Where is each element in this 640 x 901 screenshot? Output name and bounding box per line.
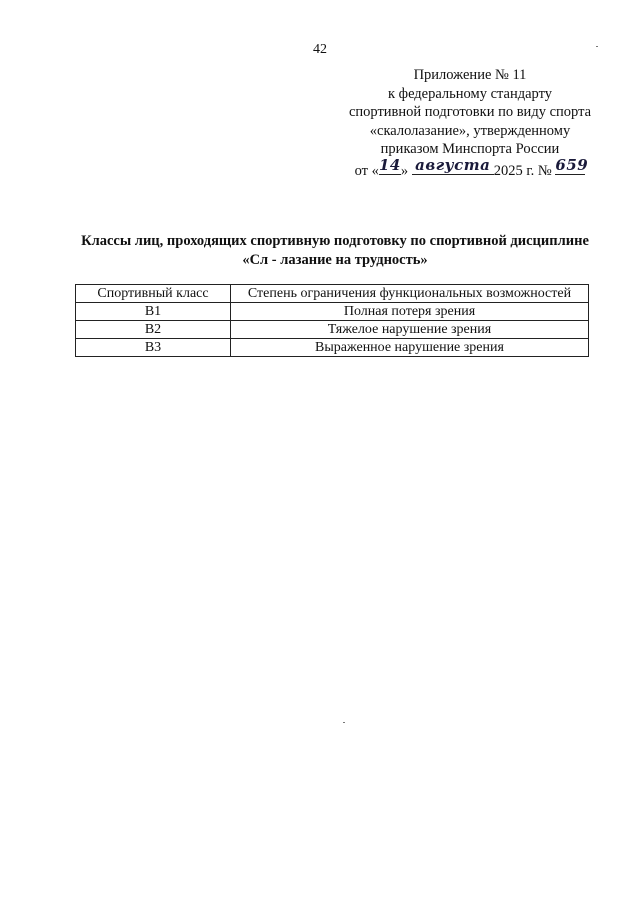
heading-line-2: «Сл - лазание на трудность»	[242, 252, 428, 268]
date-quote-close: »	[400, 162, 409, 179]
handwritten-order-number: 659	[555, 156, 589, 174]
table-header-row	[76, 285, 589, 303]
cell-limitation: Выраженное нарушение зрения	[231, 339, 589, 357]
sport-classes-table	[75, 284, 589, 357]
handwritten-day: 14	[378, 156, 401, 174]
column-header-limitation-degree: Степень ограничения функциональных возможностей	[231, 285, 589, 303]
appendix-header	[320, 66, 620, 180]
cell-sport-class: В3	[76, 339, 231, 357]
cell-limitation: Тяжелое нарушение зрения	[231, 321, 589, 339]
scan-speck	[596, 46, 598, 47]
appendix-line-order: приказом Минспорта России	[380, 141, 560, 157]
column-header-sport-class: Спортивный класс	[76, 285, 231, 303]
cell-limitation: Полная потеря зрения	[231, 303, 589, 321]
scan-speck	[343, 722, 345, 723]
table-row	[76, 303, 589, 321]
appendix-date-line	[320, 156, 620, 181]
document-heading	[40, 232, 630, 270]
appendix-line-standard: к федеральному стандарту	[388, 85, 552, 102]
handwritten-month: августа	[415, 156, 491, 174]
appendix-line-approved: «скалолазание», утвержденному	[369, 122, 571, 139]
heading-line-1: Классы лиц, проходящих спортивную подготовку по спортивной дисциплине	[81, 233, 589, 249]
table-row	[76, 339, 589, 357]
cell-sport-class: В2	[76, 321, 231, 339]
month-field	[412, 156, 494, 175]
appendix-title: Приложение № 11	[413, 67, 527, 83]
appendix-line-sport: спортивной подготовки по виду спорта	[348, 104, 592, 120]
year-and-number-label: 2025 г. №	[493, 162, 552, 179]
page-number: 42	[313, 42, 327, 57]
day-field	[378, 156, 401, 175]
table-row	[76, 321, 589, 339]
cell-sport-class: В1	[76, 303, 231, 321]
date-prefix: от «	[354, 162, 379, 179]
order-number-field	[555, 156, 589, 175]
